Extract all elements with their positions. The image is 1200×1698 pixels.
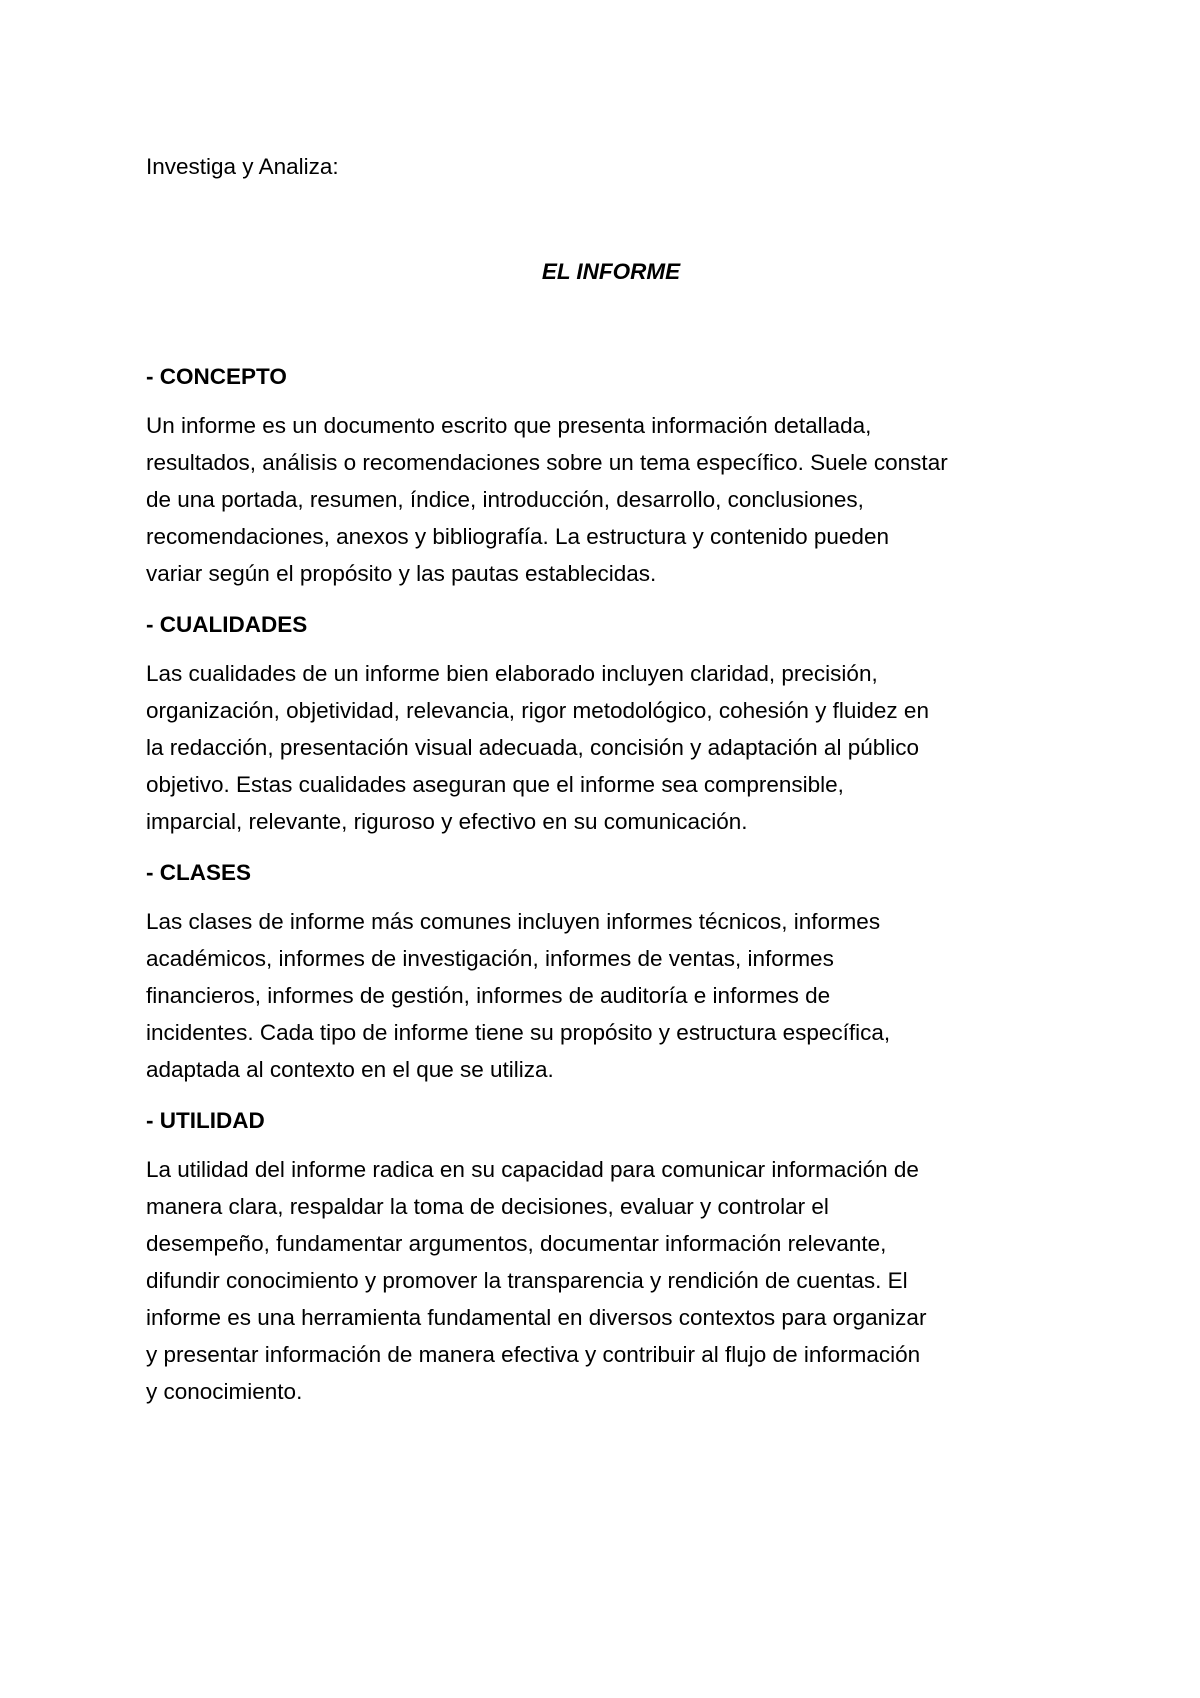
section-concepto [146, 358, 1076, 592]
text-line: financieros, informes de gestión, informes de auditoría e informes de [146, 983, 831, 1008]
section-cualidades [146, 606, 1076, 840]
section-heading-concepto: - CONCEPTO [146, 364, 287, 389]
text-line: Las clases de informe más comunes incluyen informes técnicos, informes [146, 909, 881, 934]
text-line: adaptada al contexto en el que se utiliza. [146, 1057, 554, 1082]
text-line: recomendaciones, anexos y bibliografía. La estructura y contenido pueden [146, 524, 889, 549]
section-heading-clases: - CLASES [146, 860, 252, 885]
section-body-utilidad [146, 1151, 1076, 1410]
text-line: y conocimiento. [146, 1379, 303, 1404]
text-line: incidentes. Cada tipo de informe tiene su propósito y estructura específica, [146, 1020, 891, 1045]
section-body-cualidades [146, 655, 1076, 840]
text-line: académicos, informes de investigación, informes de ventas, informes [146, 946, 834, 971]
section-clases [146, 854, 1076, 1088]
text-line: objetivo. Estas cualidades aseguran que el informe sea comprensible, [146, 772, 844, 797]
text-line: imparcial, relevante, riguroso y efectivo en su comunicación. [146, 809, 748, 834]
text-line: resultados, análisis o recomendaciones sobre un tema específico. Suele constar [146, 450, 948, 475]
text-line: desempeño, fundamentar argumentos, documentar información relevante, [146, 1231, 887, 1256]
text-line: La utilidad del informe radica en su capacidad para comunicar información de [146, 1157, 919, 1182]
section-body-clases [146, 903, 1076, 1088]
intro-text: Investiga y Analiza: [146, 154, 339, 179]
text-line: Las cualidades de un informe bien elaborado incluyen claridad, precisión, [146, 661, 878, 686]
text-line: y presentar información de manera efectiva y contribuir al flujo de información [146, 1342, 921, 1367]
document-title: EL INFORME [541, 259, 681, 284]
text-line: Un informe es un documento escrito que presenta información detallada, [146, 413, 872, 438]
text-line: organización, objetividad, relevancia, rigor metodológico, cohesión y fluidez en [146, 698, 929, 723]
text-line: manera clara, respaldar la toma de decisiones, evaluar y controlar el [146, 1194, 829, 1219]
text-line: difundir conocimiento y promover la transparencia y rendición de cuentas. El [146, 1268, 908, 1293]
section-heading-utilidad: - UTILIDAD [146, 1108, 265, 1133]
text-line: variar según el propósito y las pautas establecidas. [146, 561, 657, 586]
section-utilidad [146, 1102, 1076, 1410]
text-line: la redacción, presentación visual adecuada, concisión y adaptación al público [146, 735, 919, 760]
section-heading-cualidades: - CUALIDADES [146, 612, 308, 637]
section-body-concepto [146, 407, 1076, 592]
text-line: informe es una herramienta fundamental en diversos contextos para organizar [146, 1305, 927, 1330]
document-content [146, 148, 1076, 1424]
text-line: de una portada, resumen, índice, introducción, desarrollo, conclusiones, [146, 487, 864, 512]
